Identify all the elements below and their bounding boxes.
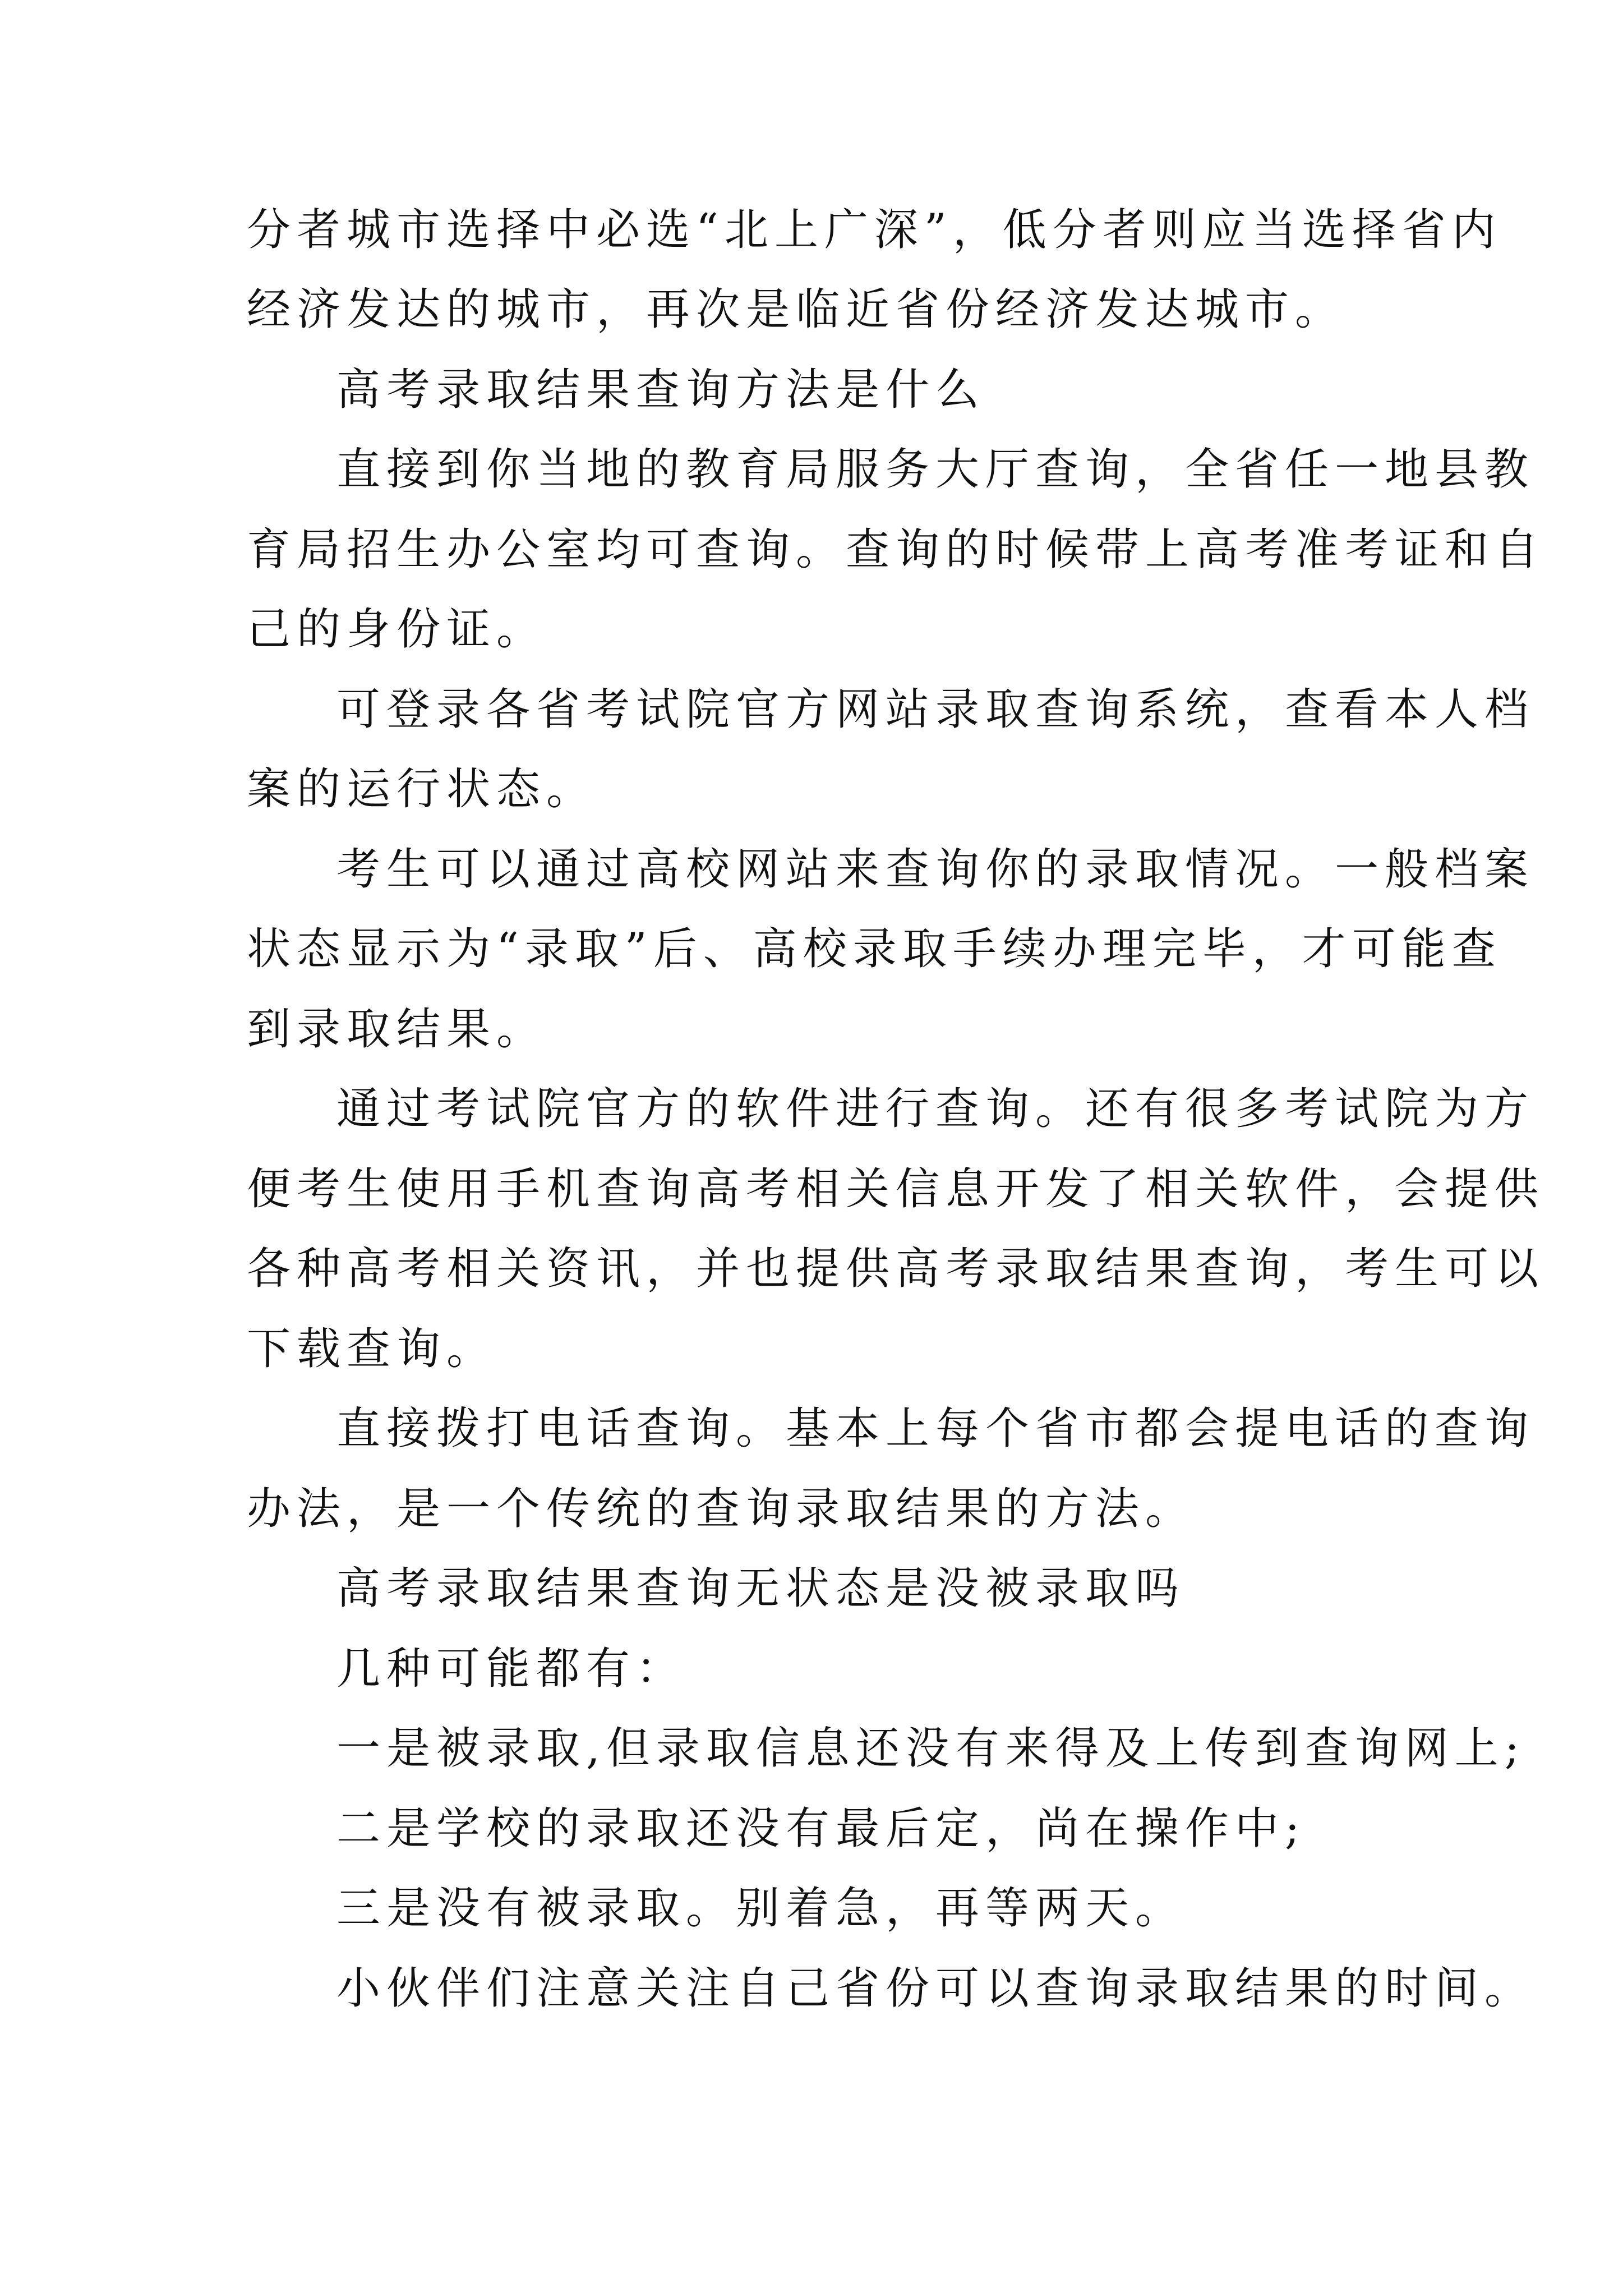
text-line: 三是没有被录取。别着急，再等两天。 bbox=[336, 1883, 1186, 1934]
text-line: 可登录各省考试院官方网站录取查询系统，查看本人档 bbox=[336, 684, 1535, 735]
text-line: 小伙伴们注意关注自己省份可以查询录取结果的时间。 bbox=[336, 1963, 1535, 2014]
text-line: 直接到你当地的教育局服务大厅查询，全省任一地县教 bbox=[336, 444, 1535, 495]
text-line: 办法，是一个传统的查询录取结果的方法。 bbox=[247, 1484, 1196, 1534]
text-line: 育局招生办公室均可查询。查询的时候带上高考准考证和自 bbox=[247, 524, 1545, 575]
text-line: 分者城市选择中必选“北上广深”，低分者则应当选择省内 bbox=[247, 205, 1502, 255]
text-line: 直接拨打电话查询。基本上每个省市都会提电话的查询 bbox=[336, 1404, 1535, 1454]
text-line: 下载查询。 bbox=[247, 1324, 497, 1374]
section-heading: 高考录取结果查询无状态是没被录取吗 bbox=[336, 1563, 1186, 1614]
text-line: 通过考试院官方的软件进行查询。还有很多考试院为方 bbox=[336, 1084, 1535, 1134]
text-line: 状态显示为“录取”后、高校录取手续办理完毕，才可能查 bbox=[247, 924, 1502, 974]
text-line: 案的运行状态。 bbox=[247, 764, 597, 815]
text-line: 几种可能都有： bbox=[336, 1644, 686, 1694]
text-line: 一是被录取,但录取信息还没有来得及上传到查询网上; bbox=[336, 1723, 1526, 1774]
text-line: 各种高考相关资讯，并也提供高考录取结果查询，考生可以 bbox=[247, 1244, 1545, 1294]
text-line: 己的身份证。 bbox=[247, 604, 547, 655]
text-line: 到录取结果。 bbox=[247, 1004, 547, 1055]
text-line: 二是学校的录取还没有最后定，尚在操作中; bbox=[336, 1803, 1306, 1854]
text-line: 考生可以通过高校网站来查询你的录取情况。一般档案 bbox=[336, 844, 1535, 895]
section-heading: 高考录取结果查询方法是什么 bbox=[336, 365, 986, 415]
text-line: 经济发达的城市，再次是临近省份经济发达城市。 bbox=[247, 284, 1345, 335]
text-line: 便考生使用手机查询高考相关信息开发了相关软件，会提供 bbox=[247, 1164, 1545, 1214]
